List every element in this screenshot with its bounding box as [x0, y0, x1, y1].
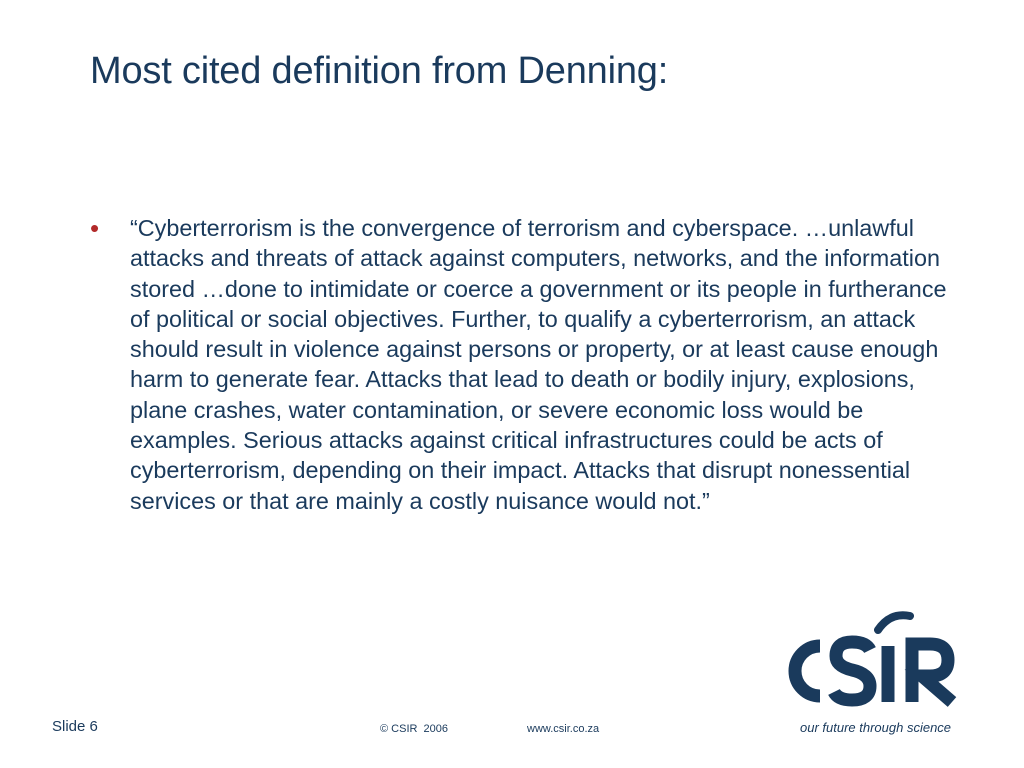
bullet-icon: • [90, 213, 100, 243]
bullet-text: “Cyberterrorism is the convergence of terrorism and cyberspace. …unlawful attacks and threats of attack against computers, networks, and the information stored …done to intimidate or coerce a government or its people in furtherance of political or social objectives. Further, to qualify a cyberterrorism, an attack should result in violence against persons or property, or at least cause enough harm to generate fear. Attacks that lead to death or bodily injury, explosions, plane crashes, water contamination, or severe economic loss would be examples. Serious attacks against critical infrastructures could be acts of cyberterrorism, depending on their impact. Attacks that disrupt nonessential services or that are mainly a costly nuisance would not.” [130, 215, 947, 514]
copyright-text: © CSIR 2006 [380, 723, 449, 735]
csir-logo [770, 606, 970, 716]
logo-tagline: our future through science [800, 720, 952, 735]
bullet-list [90, 213, 960, 516]
slide-number: Slide 6 [52, 718, 98, 735]
footer-url: www.csir.co.za [527, 723, 600, 735]
bullet-item [90, 213, 960, 516]
slide-title: Most cited definition from Denning: [90, 50, 669, 92]
